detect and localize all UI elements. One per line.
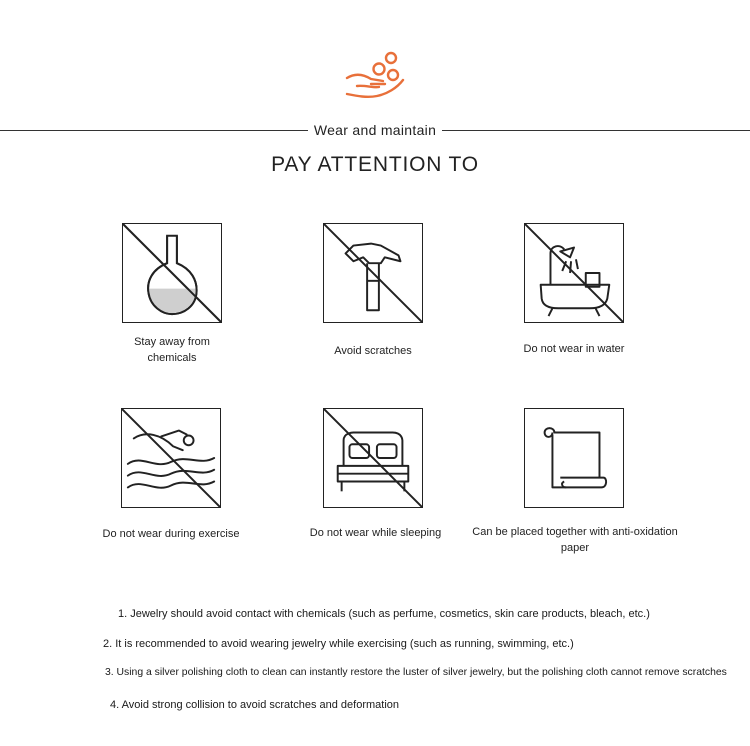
paper-scroll-icon <box>524 408 624 508</box>
note-3: 3. Using a silver polishing cloth to clean can instantly restore the luster of silver jewelry, but the polishing cloth cannot remove scratches <box>105 667 727 678</box>
caption-water: Do not wear in water <box>523 343 625 355</box>
caption-exercise: Do not wear during exercise <box>102 528 240 540</box>
section-subtitle: Wear and maintain <box>313 122 437 138</box>
caption-chemicals: Stay away from chemicals <box>134 336 210 364</box>
bathtub-shower-icon <box>524 223 624 323</box>
caption-sleeping: Do not wear while sleeping <box>309 527 442 539</box>
hand-with-beads-icon <box>343 50 407 104</box>
header-rule-right <box>442 130 750 131</box>
header-rule-left <box>0 130 308 131</box>
swimmer-icon <box>121 408 221 508</box>
note-4: 4. Avoid strong collision to avoid scratches and deformation <box>110 699 400 711</box>
caption-scratches: Avoid scratches <box>334 345 412 357</box>
flask-icon <box>122 223 222 323</box>
caption-anti-oxidation: Can be placed together with anti-oxidation paper <box>472 526 678 554</box>
bed-icon <box>323 408 423 508</box>
note-2: 2. It is recommended to avoid wearing jewelry while exercising (such as running, swimming, etc.) <box>103 638 574 650</box>
hammer-icon <box>323 223 423 323</box>
page-title: PAY ATTENTION TO <box>271 153 479 176</box>
note-1: 1. Jewelry should avoid contact with chemicals (such as perfume, cosmetics, skin care products, bleach, etc.) <box>118 608 650 620</box>
